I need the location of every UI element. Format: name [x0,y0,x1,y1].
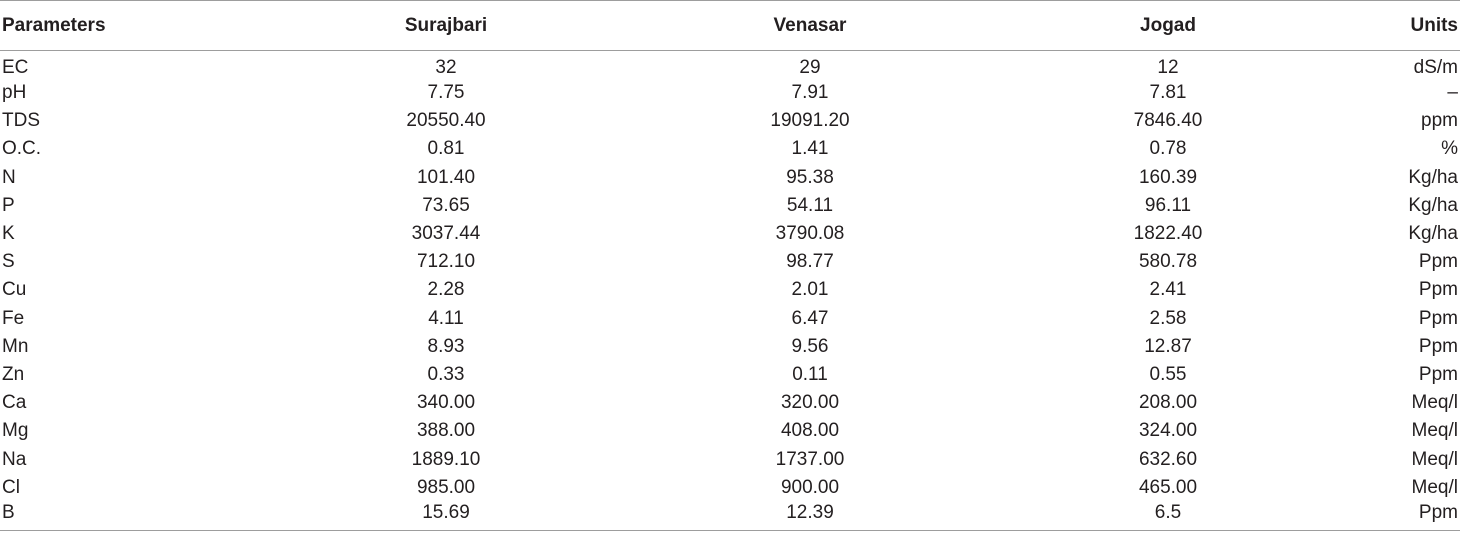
cell-jogad: 12 [1157,57,1179,78]
cell-surajbari: 101.40 [416,166,476,188]
cell-parameter: Fe [2,307,25,329]
table-row [0,164,1460,192]
table-body [0,51,1460,531]
cell-venasar: 9.56 [791,335,829,357]
cell-surajbari: 2.28 [427,279,465,301]
table-row [0,361,1460,389]
cell-jogad: 580.78 [1138,251,1198,273]
cell-surajbari: 0.81 [427,138,465,160]
cell-parameter: B [2,501,15,523]
cell-venasar: 29 [799,57,821,78]
table-header [0,1,1460,51]
cell-venasar: 54.11 [786,194,834,216]
cell-jogad: 7846.40 [1133,110,1203,132]
cell-jogad: 2.58 [1149,307,1187,329]
cell-units: Ppm [1418,363,1458,385]
header-venasar: Venasar [773,14,847,36]
table-row [0,474,1460,502]
cell-surajbari: 20550.40 [406,110,486,132]
cell-units: dS/m [1413,57,1458,78]
cell-units: – [1447,82,1458,104]
cell-units: Kg/ha [1408,223,1458,245]
table-row [0,502,1460,531]
cell-surajbari: 1889.10 [411,448,481,470]
cell-parameter: EC [2,57,29,78]
table-row [0,417,1460,445]
cell-parameter: Na [2,448,27,470]
cell-parameter: Ca [2,392,27,414]
cell-units: % [1441,138,1458,160]
table-row [0,445,1460,473]
cell-surajbari: 985.00 [416,476,476,498]
header-surajbari: Surajbari [404,14,488,36]
cell-surajbari: 712.10 [416,251,476,273]
cell-surajbari: 0.33 [427,363,465,385]
table-row [0,79,1460,107]
cell-jogad: 6.5 [1154,501,1182,523]
cell-jogad: 324.00 [1138,420,1198,442]
header-units: Units [1410,14,1458,36]
header-jogad: Jogad [1140,14,1196,36]
cell-parameter: TDS [2,110,40,132]
cell-venasar: 0.11 [792,363,828,385]
cell-surajbari: 15.69 [422,501,470,523]
table-row [0,51,1460,80]
cell-venasar: 95.38 [786,166,834,188]
cell-parameter: N [2,166,16,188]
cell-jogad: 2.41 [1149,279,1187,301]
cell-surajbari: 73.65 [422,194,470,216]
cell-venasar: 12.39 [786,501,834,523]
cell-surajbari: 3037.44 [411,223,481,245]
cell-venasar: 6.47 [791,307,829,329]
cell-venasar: 900.00 [780,476,840,498]
table-row [0,276,1460,304]
table-row [0,305,1460,333]
cell-units: Ppm [1418,279,1458,301]
cell-surajbari: 8.93 [427,335,465,357]
table-row [0,333,1460,361]
cell-jogad: 7.81 [1149,82,1187,104]
cell-units: ppm [1421,110,1458,132]
cell-parameter: Mn [2,335,29,357]
table-row [0,220,1460,248]
cell-parameter: Cu [2,279,27,301]
cell-surajbari: 340.00 [416,392,476,414]
cell-jogad: 0.55 [1149,363,1187,385]
cell-parameter: S [2,251,15,273]
cell-parameter: Mg [2,420,29,442]
cell-venasar: 2.01 [791,279,829,301]
cell-jogad: 12.87 [1144,335,1192,357]
cell-parameter: Zn [2,363,25,385]
cell-venasar: 3790.08 [775,223,845,245]
cell-venasar: 19091.20 [770,110,850,132]
cell-surajbari: 388.00 [416,420,476,442]
cell-parameter: Cl [2,476,20,498]
cell-jogad: 96.11 [1144,194,1192,216]
cell-units: Ppm [1418,251,1458,273]
header-parameters: Parameters [2,14,106,36]
cell-units: Ppm [1418,501,1458,523]
cell-surajbari: 7.75 [427,82,465,104]
cell-parameter: K [2,223,15,245]
cell-units: Meq/l [1411,420,1458,442]
cell-jogad: 0.78 [1149,138,1187,160]
cell-venasar: 320.00 [780,392,840,414]
cell-units: Kg/ha [1408,166,1458,188]
cell-venasar: 98.77 [786,251,834,273]
cell-surajbari: 32 [435,57,457,78]
cell-units: Meq/l [1411,448,1458,470]
table-row [0,389,1460,417]
cell-venasar: 1737.00 [775,448,845,470]
cell-venasar: 1.41 [791,138,829,160]
cell-jogad: 160.39 [1138,166,1198,188]
cell-jogad: 208.00 [1138,392,1198,414]
cell-parameter: O.C. [2,138,42,160]
cell-units: Ppm [1418,307,1458,329]
table-row [0,192,1460,220]
cell-parameter: pH [2,82,27,104]
header-row [0,1,1460,51]
cell-parameter: P [2,194,15,216]
cell-units: Ppm [1418,335,1458,357]
table-row [0,107,1460,135]
cell-jogad: 465.00 [1138,476,1198,498]
table-row [0,248,1460,276]
table-row [0,135,1460,163]
cell-venasar: 408.00 [780,420,840,442]
cell-units: Kg/ha [1408,194,1458,216]
cell-venasar: 7.91 [791,82,829,104]
cell-units: Meq/l [1411,476,1458,498]
cell-surajbari: 4.11 [428,307,464,329]
cell-jogad: 1822.40 [1133,223,1203,245]
cell-jogad: 632.60 [1138,448,1198,470]
cell-units: Meq/l [1411,392,1458,414]
